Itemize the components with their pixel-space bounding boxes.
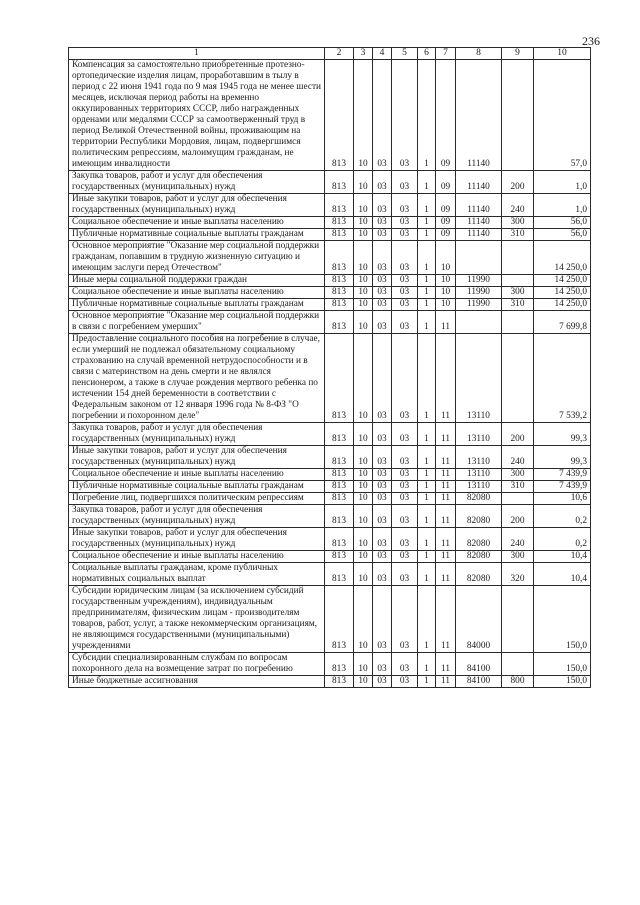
row-code-direction: 13110 <box>456 446 502 469</box>
row-code-subprogram: 1 <box>418 528 436 551</box>
table-row <box>69 334 591 423</box>
row-code-direction: 11140 <box>456 60 502 171</box>
row-code-direction: 82080 <box>456 493 502 505</box>
row-amount: 56,0 <box>534 229 591 241</box>
row-code-gr: 813 <box>325 287 354 299</box>
row-name: Иные закупки товаров, работ и услуг для обеспечения государственных (муниципальных) нужд <box>69 446 325 469</box>
column-header-9: 9 <box>502 48 534 60</box>
row-code-vr: 300 <box>502 469 534 481</box>
row-code-subprogram: 1 <box>418 469 436 481</box>
row-code-pr: 03 <box>373 60 392 171</box>
row-amount: 1,0 <box>534 194 591 217</box>
row-name: Публичные нормативные социальные выплаты гражданам <box>69 481 325 493</box>
row-code-gr: 813 <box>325 586 354 653</box>
row-amount: 14 250,0 <box>534 241 591 275</box>
row-code-pr: 03 <box>373 493 392 505</box>
row-code-gr: 813 <box>325 469 354 481</box>
row-name: Иные бюджетные ассигнования <box>69 676 325 688</box>
row-code-gr: 813 <box>325 493 354 505</box>
row-code-pr: 03 <box>373 194 392 217</box>
row-amount: 10,6 <box>534 493 591 505</box>
row-code-subprogram: 1 <box>418 653 436 676</box>
row-code-activity: 11 <box>436 586 456 653</box>
table-row <box>69 586 591 653</box>
table-row <box>69 287 591 299</box>
row-code-pr: 03 <box>373 241 392 275</box>
row-code-direction: 11140 <box>456 194 502 217</box>
row-name: Публичные нормативные социальные выплаты гражданам <box>69 299 325 311</box>
row-code-gr: 813 <box>325 229 354 241</box>
row-code-activity: 09 <box>436 217 456 229</box>
row-name: Закупка товаров, работ и услуг для обеспечения государственных (муниципальных) нужд <box>69 505 325 528</box>
row-code-direction: 13110 <box>456 334 502 423</box>
row-code-pr: 03 <box>373 481 392 493</box>
row-code-activity: 11 <box>436 528 456 551</box>
row-code-vr: 200 <box>502 171 534 194</box>
row-code-pr: 03 <box>373 653 392 676</box>
row-amount: 0,2 <box>534 505 591 528</box>
row-code-gr: 813 <box>325 299 354 311</box>
row-name: Социальное обеспечение и иные выплаты населению <box>69 287 325 299</box>
table-row <box>69 505 591 528</box>
row-code-subprogram: 1 <box>418 493 436 505</box>
row-code-pr: 03 <box>373 676 392 688</box>
table-row <box>69 528 591 551</box>
row-code-pr: 03 <box>373 505 392 528</box>
row-code-subprogram: 1 <box>418 217 436 229</box>
row-name: Основное мероприятие "Оказание мер социальной поддержки в связи с погребением умерших" <box>69 311 325 334</box>
row-amount: 150,0 <box>534 586 591 653</box>
row-code-rz: 10 <box>354 217 373 229</box>
row-code-vr: 300 <box>502 217 534 229</box>
row-code-vr: 240 <box>502 528 534 551</box>
row-code-vr: 310 <box>502 299 534 311</box>
row-code-gr: 813 <box>325 563 354 586</box>
row-name: Социальное обеспечение и иные выплаты населению <box>69 217 325 229</box>
row-code-rz: 10 <box>354 241 373 275</box>
budget-table <box>68 47 591 688</box>
row-code-rz: 10 <box>354 551 373 563</box>
row-name: Предоставление социального пособия на погребение в случае, если умерший не подлежал обязательному социальному страхованию на случай временной нетрудоспособности и в связи с материнством на день смерти и не являлся пенсионером, а также в случае рождения мертвого ребенка по истечении 154 дней беременности в соответствии с Федеральным законом от 12 января 1996 года № 8-ФЗ "О погребении и похоронном деле" <box>69 334 325 423</box>
row-code-program: 03 <box>392 311 418 334</box>
table-header <box>69 48 591 60</box>
row-name: Иные меры социальной поддержки граждан <box>69 275 325 287</box>
row-code-vr: 300 <box>502 551 534 563</box>
row-code-subprogram: 1 <box>418 287 436 299</box>
row-code-rz: 10 <box>354 481 373 493</box>
row-amount: 7 699,8 <box>534 311 591 334</box>
row-code-direction: 11990 <box>456 287 502 299</box>
row-amount: 14 250,0 <box>534 275 591 287</box>
row-name: Субсидии юридическим лицам (за исключением субсидий государственным учреждениям), индивидуальным предпринимателям, физическим лицам - производителям товаров, работ, услуг, а также некоммерческим организациям, не являющимся государственными (муниципальными) учреждениями <box>69 586 325 653</box>
table-row <box>69 60 591 171</box>
row-amount: 56,0 <box>534 217 591 229</box>
table-row <box>69 171 591 194</box>
row-code-rz: 10 <box>354 446 373 469</box>
row-code-vr <box>502 241 534 275</box>
row-code-direction: 13110 <box>456 469 502 481</box>
row-code-direction: 11990 <box>456 299 502 311</box>
column-header-1: 1 <box>69 48 325 60</box>
row-code-program: 03 <box>392 528 418 551</box>
row-code-pr: 03 <box>373 299 392 311</box>
row-code-direction: 84100 <box>456 676 502 688</box>
row-code-gr: 813 <box>325 676 354 688</box>
row-code-pr: 03 <box>373 229 392 241</box>
column-header-10: 10 <box>534 48 591 60</box>
row-code-subprogram: 1 <box>418 311 436 334</box>
row-code-subprogram: 1 <box>418 334 436 423</box>
row-name: Публичные нормативные социальные выплаты гражданам <box>69 229 325 241</box>
row-code-rz: 10 <box>354 299 373 311</box>
row-code-program: 03 <box>392 287 418 299</box>
row-code-subprogram: 1 <box>418 423 436 446</box>
row-amount: 10,4 <box>534 551 591 563</box>
row-code-rz: 10 <box>354 275 373 287</box>
row-code-rz: 10 <box>354 469 373 481</box>
row-name: Иные закупки товаров, работ и услуг для обеспечения государственных (муниципальных) нужд <box>69 194 325 217</box>
row-name: Социальные выплаты гражданам, кроме публичных нормативных социальных выплат <box>69 563 325 586</box>
row-amount: 150,0 <box>534 676 591 688</box>
row-code-activity: 09 <box>436 229 456 241</box>
row-code-rz: 10 <box>354 287 373 299</box>
row-code-program: 03 <box>392 217 418 229</box>
row-amount: 14 250,0 <box>534 287 591 299</box>
column-header-5: 5 <box>392 48 418 60</box>
row-code-activity: 11 <box>436 469 456 481</box>
row-amount: 150,0 <box>534 653 591 676</box>
row-code-program: 03 <box>392 241 418 275</box>
row-code-subprogram: 1 <box>418 194 436 217</box>
row-code-activity: 11 <box>436 493 456 505</box>
row-code-program: 03 <box>392 194 418 217</box>
row-code-direction: 82080 <box>456 528 502 551</box>
row-code-pr: 03 <box>373 528 392 551</box>
row-code-activity: 10 <box>436 275 456 287</box>
row-code-pr: 03 <box>373 423 392 446</box>
row-amount: 0,2 <box>534 528 591 551</box>
row-amount: 7 439,9 <box>534 469 591 481</box>
row-code-subprogram: 1 <box>418 60 436 171</box>
table-row <box>69 194 591 217</box>
table-row <box>69 446 591 469</box>
row-code-program: 03 <box>392 60 418 171</box>
row-code-direction: 11140 <box>456 229 502 241</box>
row-code-gr: 813 <box>325 194 354 217</box>
table-row <box>69 653 591 676</box>
row-code-subprogram: 1 <box>418 505 436 528</box>
row-code-pr: 03 <box>373 275 392 287</box>
row-code-subprogram: 1 <box>418 241 436 275</box>
row-code-vr <box>502 334 534 423</box>
row-code-pr: 03 <box>373 334 392 423</box>
column-header-2: 2 <box>325 48 354 60</box>
row-code-activity: 09 <box>436 194 456 217</box>
row-code-subprogram: 1 <box>418 275 436 287</box>
row-code-gr: 813 <box>325 505 354 528</box>
table-row <box>69 229 591 241</box>
table-row <box>69 676 591 688</box>
row-code-pr: 03 <box>373 563 392 586</box>
table-row <box>69 423 591 446</box>
row-code-direction <box>456 311 502 334</box>
table-row <box>69 275 591 287</box>
row-code-vr: 320 <box>502 563 534 586</box>
row-code-gr: 813 <box>325 423 354 446</box>
row-code-subprogram: 1 <box>418 676 436 688</box>
column-header-8: 8 <box>456 48 502 60</box>
row-code-activity: 09 <box>436 171 456 194</box>
row-code-program: 03 <box>392 299 418 311</box>
row-code-vr: 240 <box>502 194 534 217</box>
row-code-rz: 10 <box>354 586 373 653</box>
table-row <box>69 299 591 311</box>
row-code-gr: 813 <box>325 334 354 423</box>
row-code-program: 03 <box>392 653 418 676</box>
row-code-gr: 813 <box>325 446 354 469</box>
row-code-vr: 800 <box>502 676 534 688</box>
header-row <box>69 48 591 60</box>
table-row <box>69 217 591 229</box>
row-code-vr <box>502 586 534 653</box>
row-code-rz: 10 <box>354 334 373 423</box>
row-code-gr: 813 <box>325 60 354 171</box>
row-code-pr: 03 <box>373 171 392 194</box>
row-code-activity: 10 <box>436 241 456 275</box>
row-code-program: 03 <box>392 171 418 194</box>
row-code-subprogram: 1 <box>418 446 436 469</box>
row-code-pr: 03 <box>373 446 392 469</box>
row-code-activity: 11 <box>436 423 456 446</box>
row-code-gr: 813 <box>325 528 354 551</box>
row-amount: 7 539,2 <box>534 334 591 423</box>
row-amount: 99,3 <box>534 446 591 469</box>
row-code-activity: 11 <box>436 653 456 676</box>
row-code-program: 03 <box>392 334 418 423</box>
row-code-rz: 10 <box>354 493 373 505</box>
row-code-program: 03 <box>392 229 418 241</box>
row-code-rz: 10 <box>354 194 373 217</box>
row-code-vr <box>502 275 534 287</box>
row-code-program: 03 <box>392 423 418 446</box>
row-code-vr <box>502 653 534 676</box>
row-code-rz: 10 <box>354 653 373 676</box>
row-amount: 10,4 <box>534 563 591 586</box>
row-code-rz: 10 <box>354 505 373 528</box>
column-header-6: 6 <box>418 48 436 60</box>
row-code-activity: 10 <box>436 299 456 311</box>
page-number: 236 <box>582 34 600 48</box>
row-code-direction: 84000 <box>456 586 502 653</box>
row-code-program: 03 <box>392 676 418 688</box>
row-code-rz: 10 <box>354 229 373 241</box>
row-code-program: 03 <box>392 446 418 469</box>
row-amount: 7 439,9 <box>534 481 591 493</box>
row-code-vr: 300 <box>502 287 534 299</box>
row-code-vr: 200 <box>502 505 534 528</box>
row-code-direction: 11990 <box>456 275 502 287</box>
row-code-pr: 03 <box>373 217 392 229</box>
row-code-pr: 03 <box>373 586 392 653</box>
row-code-activity: 11 <box>436 551 456 563</box>
row-code-gr: 813 <box>325 481 354 493</box>
row-code-vr <box>502 60 534 171</box>
row-code-rz: 10 <box>354 423 373 446</box>
row-name: Социальное обеспечение и иные выплаты населению <box>69 551 325 563</box>
row-code-activity: 11 <box>436 563 456 586</box>
table-body <box>69 60 591 688</box>
row-code-pr: 03 <box>373 551 392 563</box>
table-row <box>69 551 591 563</box>
row-code-gr: 813 <box>325 275 354 287</box>
row-name: Закупка товаров, работ и услуг для обеспечения государственных (муниципальных) нужд <box>69 171 325 194</box>
row-name: Субсидии специализированным службам по вопросам похоронного дела на возмещение затрат по погребению <box>69 653 325 676</box>
row-code-program: 03 <box>392 469 418 481</box>
row-code-rz: 10 <box>354 60 373 171</box>
table-row <box>69 469 591 481</box>
row-name: Погребение лиц, подвергшихся политическим репрессиям <box>69 493 325 505</box>
row-code-rz: 10 <box>354 676 373 688</box>
row-code-gr: 813 <box>325 171 354 194</box>
row-code-gr: 813 <box>325 653 354 676</box>
row-amount: 99,3 <box>534 423 591 446</box>
row-code-direction: 82080 <box>456 551 502 563</box>
row-code-rz: 10 <box>354 563 373 586</box>
row-code-rz: 10 <box>354 528 373 551</box>
row-code-program: 03 <box>392 551 418 563</box>
row-code-program: 03 <box>392 275 418 287</box>
row-code-activity: 11 <box>436 676 456 688</box>
row-code-rz: 10 <box>354 311 373 334</box>
row-code-pr: 03 <box>373 287 392 299</box>
table-row <box>69 493 591 505</box>
row-amount: 1,0 <box>534 171 591 194</box>
row-code-gr: 813 <box>325 241 354 275</box>
row-code-pr: 03 <box>373 311 392 334</box>
row-code-gr: 813 <box>325 311 354 334</box>
row-code-subprogram: 1 <box>418 551 436 563</box>
table-row <box>69 481 591 493</box>
row-code-direction: 11140 <box>456 171 502 194</box>
row-name: Компенсация за самостоятельно приобретенные протезно-ортопедические изделия лицам, проработавшим в тылу в период с 22 июня 1941 года по 9 мая 1945 года не менее шести месяцев, исключая период работы на временно оккупированных территориях СССР, либо награжденных орденами или медалями СССР за самоотверженный труд в период Великой Отечественной войны, проживающим на территории Республики Мордовия, лицам, подвергшимся политическим репрессиям, малоимущим гражданам, не имеющим инвалидности <box>69 60 325 171</box>
row-code-subprogram: 1 <box>418 229 436 241</box>
row-amount: 14 250,0 <box>534 299 591 311</box>
row-amount: 57,0 <box>534 60 591 171</box>
row-name: Основное мероприятие "Оказание мер социальной поддержки гражданам, попавшим в трудную жизненную ситуацию и имеющим заслуги перед Отечеством" <box>69 241 325 275</box>
row-code-gr: 813 <box>325 217 354 229</box>
row-name: Закупка товаров, работ и услуг для обеспечения государственных (муниципальных) нужд <box>69 423 325 446</box>
table-row <box>69 311 591 334</box>
column-header-7: 7 <box>436 48 456 60</box>
row-name: Социальное обеспечение и иные выплаты населению <box>69 469 325 481</box>
row-code-vr <box>502 493 534 505</box>
row-code-program: 03 <box>392 481 418 493</box>
row-code-activity: 11 <box>436 334 456 423</box>
row-code-direction: 13110 <box>456 481 502 493</box>
row-code-direction: 84100 <box>456 653 502 676</box>
row-code-activity: 11 <box>436 446 456 469</box>
table-row <box>69 563 591 586</box>
row-name: Иные закупки товаров, работ и услуг для обеспечения государственных (муниципальных) нужд <box>69 528 325 551</box>
row-code-direction <box>456 241 502 275</box>
table-row <box>69 241 591 275</box>
row-code-rz: 10 <box>354 171 373 194</box>
row-code-direction: 11140 <box>456 217 502 229</box>
row-code-subprogram: 1 <box>418 586 436 653</box>
row-code-activity: 11 <box>436 481 456 493</box>
row-code-direction: 82080 <box>456 505 502 528</box>
row-code-direction: 82080 <box>456 563 502 586</box>
row-code-vr <box>502 311 534 334</box>
column-header-4: 4 <box>373 48 392 60</box>
row-code-activity: 09 <box>436 60 456 171</box>
row-code-program: 03 <box>392 586 418 653</box>
row-code-subprogram: 1 <box>418 563 436 586</box>
row-code-program: 03 <box>392 505 418 528</box>
row-code-vr: 240 <box>502 446 534 469</box>
row-code-vr: 310 <box>502 481 534 493</box>
row-code-vr: 200 <box>502 423 534 446</box>
row-code-subprogram: 1 <box>418 299 436 311</box>
row-code-direction: 13110 <box>456 423 502 446</box>
row-code-gr: 813 <box>325 551 354 563</box>
row-code-program: 03 <box>392 493 418 505</box>
row-code-subprogram: 1 <box>418 481 436 493</box>
row-code-program: 03 <box>392 563 418 586</box>
column-header-3: 3 <box>354 48 373 60</box>
row-code-vr: 310 <box>502 229 534 241</box>
row-code-pr: 03 <box>373 469 392 481</box>
row-code-subprogram: 1 <box>418 171 436 194</box>
row-code-activity: 11 <box>436 505 456 528</box>
row-code-activity: 10 <box>436 287 456 299</box>
row-code-activity: 11 <box>436 311 456 334</box>
